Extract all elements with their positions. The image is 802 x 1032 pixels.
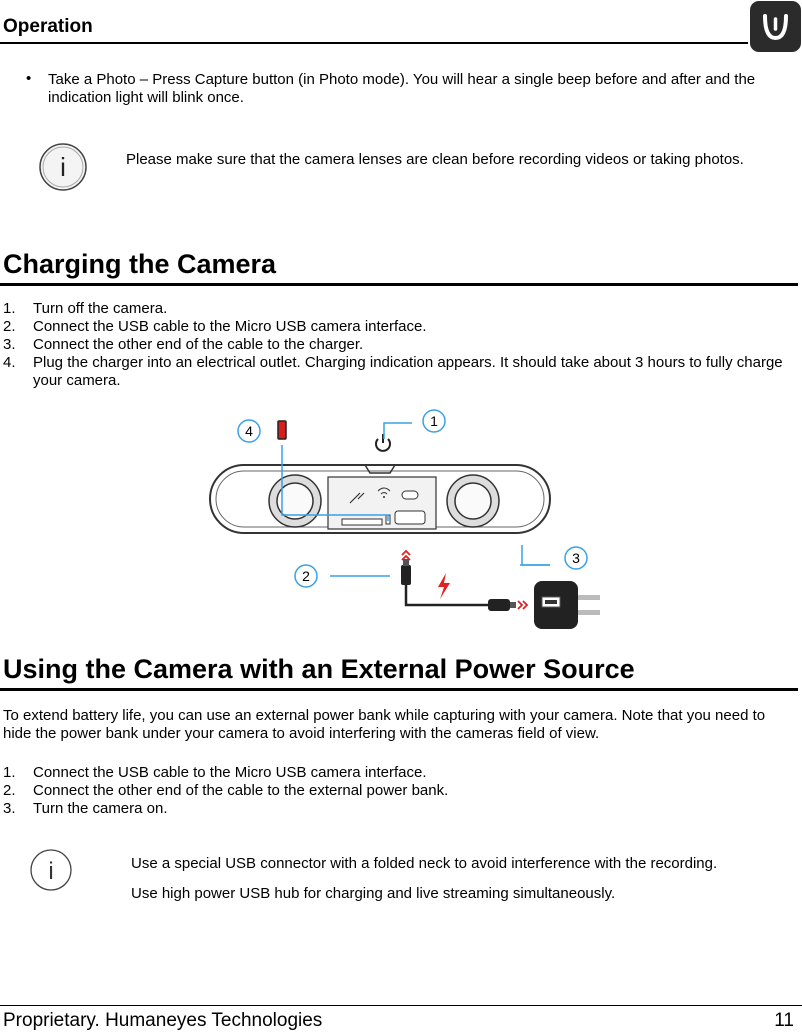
svg-text:3: 3 [572, 550, 580, 566]
svg-text:i: i [48, 858, 54, 885]
charging-steps [3, 300, 793, 390]
list-item: 1. Connect the USB cable to the Micro USB camera interface. [3, 764, 427, 781]
list-item: 4. Plug the charger into an electrical outlet. Charging indication appears. It should take about 3 hours to fully charge your camera. [3, 354, 783, 389]
note-clean-lenses: Please make sure that the camera lenses are clean before recording videos or taking photos. [126, 151, 744, 168]
page-number: 11 [774, 1010, 794, 1031]
brand-logo-icon [750, 1, 801, 52]
list-item: 3. Connect the other end of the cable to the charger. [3, 336, 364, 353]
list-item: 2. Connect the other end of the cable to the external power bank. [3, 782, 449, 799]
heading-external-power: Using the Camera with an External Power Source [3, 654, 635, 684]
callout-4 [238, 420, 260, 442]
header-rule [0, 42, 748, 44]
external-steps [3, 764, 793, 818]
list-item: 3. Turn the camera on. [3, 800, 168, 817]
bullet-dot: • [26, 70, 32, 87]
bullet-take-photo: Take a Photo – Press Capture button (in Photo mode). You will hear a single beep before and after and the indication light will blink once. [48, 71, 756, 106]
list-item: 1. Turn off the camera. [3, 300, 168, 317]
charging-diagram [200, 405, 608, 637]
list-item: 2. Connect the USB cable to the Micro USB camera interface. [3, 318, 427, 335]
brand-logo [750, 1, 801, 52]
svg-text:2: 2 [302, 568, 310, 584]
heading-rule [0, 688, 798, 691]
footer-company: Proprietary. Humaneyes Technologies [3, 1010, 323, 1031]
svg-text:1: 1 [430, 413, 438, 429]
heading-rule [0, 283, 798, 286]
section-header-title: Operation [3, 16, 93, 37]
footer-rule [0, 1005, 802, 1006]
note-usb-connector: Use a special USB connector with a folded neck to avoid interference with the recording. [131, 855, 718, 872]
external-intro: To extend battery life, you can use an external power bank while capturing with your camera. Note that you need to hide the power bank under your camera to avoid interfering with the cameras field of view. [3, 707, 766, 742]
info-icon [29, 848, 73, 892]
callout-1 [423, 410, 445, 432]
svg-text:4: 4 [245, 423, 253, 439]
callout-2 [295, 565, 317, 587]
svg-text:i: i [60, 152, 66, 182]
info-icon [36, 140, 90, 194]
heading-charging: Charging the Camera [3, 249, 277, 279]
note-usb-hub: Use high power USB hub for charging and live streaming simultaneously. [131, 885, 616, 902]
callout-3 [565, 547, 587, 569]
